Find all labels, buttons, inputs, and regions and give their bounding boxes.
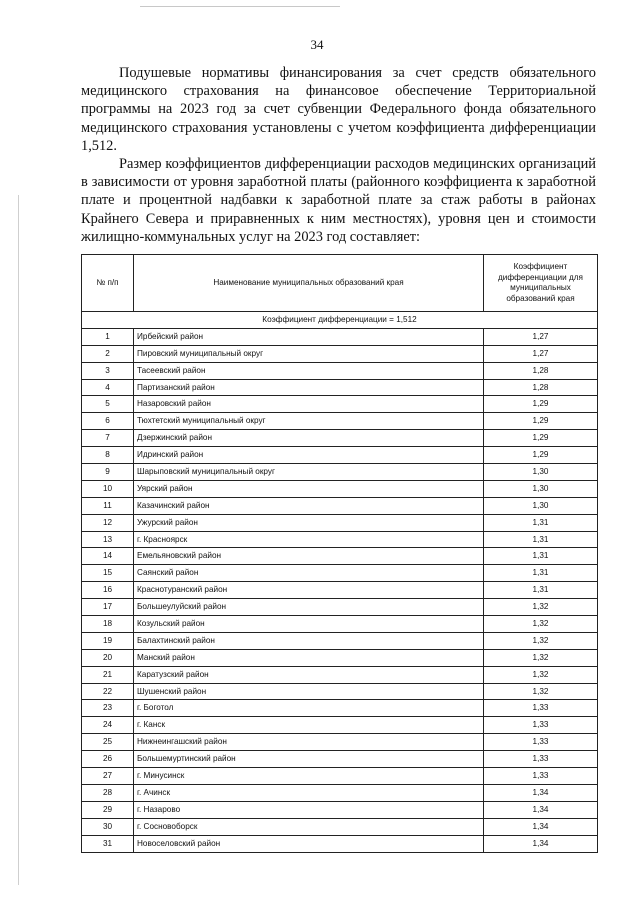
paragraph: Подушевые нормативы финансирования за счет средств обязательного медицинского страхования на финансовое обеспечение Территориальной программы на 2023 год за счет субвенции Федерального фонда обязательного медицинского страхования установлены с учетом коэффициента дифференциации 1,512. [81, 65, 596, 154]
row-number: 19 [82, 632, 134, 649]
row-number: 22 [82, 683, 134, 700]
scan-artifact [140, 6, 340, 7]
municipality-name: Назаровский район [134, 396, 484, 413]
municipality-name: г. Минусинск [134, 768, 484, 785]
table-row [82, 379, 598, 396]
row-number: 12 [82, 514, 134, 531]
municipality-name: г. Сосновоборск [134, 818, 484, 835]
row-number: 8 [82, 447, 134, 464]
coefficient-value: 1,28 [484, 379, 598, 396]
table-row [82, 649, 598, 666]
row-number: 10 [82, 480, 134, 497]
table-row [82, 565, 598, 582]
municipality-name: г. Ачинск [134, 784, 484, 801]
coefficient-value: 1,31 [484, 582, 598, 599]
coefficient-value: 1,34 [484, 835, 598, 852]
coefficient-value: 1,34 [484, 784, 598, 801]
coefficient-value: 1,32 [484, 683, 598, 700]
coefficients-table [81, 254, 598, 853]
row-number: 28 [82, 784, 134, 801]
municipality-name: Тюхтетский муниципальный округ [134, 413, 484, 430]
coefficient-value: 1,34 [484, 801, 598, 818]
table-row [82, 531, 598, 548]
table-row [82, 717, 598, 734]
row-number: 31 [82, 835, 134, 852]
table-caption: Коэффициент дифференциации = 1,512 [82, 312, 598, 329]
header-coefficient: Коэффициент дифференциации для муниципальных образований края [484, 255, 598, 312]
row-number: 3 [82, 362, 134, 379]
municipality-name: г. Боготол [134, 700, 484, 717]
scan-edge [18, 195, 19, 885]
paragraph: Размер коэффициентов дифференциации расходов медицинских организаций в зависимости от уровня заработной платы (районного коэффициента к заработной плате и процентной надбавки к заработной плате за стаж работы в районах Крайнего Севера и приравненных к ним местностях), уровня цен и стоимости жилищно-коммунальных услуг на 2023 год составляет: [81, 156, 596, 245]
municipality-name: Нижнеингашский район [134, 734, 484, 751]
row-number: 13 [82, 531, 134, 548]
municipality-name: Каратузский район [134, 666, 484, 683]
coefficient-value: 1,27 [484, 328, 598, 345]
table-row [82, 582, 598, 599]
coefficient-value: 1,28 [484, 362, 598, 379]
table-row [82, 768, 598, 785]
row-number: 4 [82, 379, 134, 396]
municipality-name: г. Красноярск [134, 531, 484, 548]
municipality-name: Дзержинский район [134, 430, 484, 447]
coefficient-value: 1,30 [484, 464, 598, 481]
municipality-name: Большеулуйский район [134, 599, 484, 616]
coefficient-value: 1,33 [484, 717, 598, 734]
municipality-name: г. Назарово [134, 801, 484, 818]
coefficient-value: 1,33 [484, 700, 598, 717]
table-row [82, 514, 598, 531]
municipality-name: Балахтинский район [134, 632, 484, 649]
table-row [82, 447, 598, 464]
coefficient-value: 1,32 [484, 666, 598, 683]
row-number: 15 [82, 565, 134, 582]
row-number: 29 [82, 801, 134, 818]
municipality-name: Краснотуранский район [134, 582, 484, 599]
row-number: 21 [82, 666, 134, 683]
row-number: 11 [82, 497, 134, 514]
table-row [82, 396, 598, 413]
table-row [82, 345, 598, 362]
table-row [82, 700, 598, 717]
table-row [82, 480, 598, 497]
coefficient-value: 1,31 [484, 514, 598, 531]
header-number: № п/п [82, 255, 134, 312]
row-number: 14 [82, 548, 134, 565]
table-row [82, 430, 598, 447]
municipality-name: Шарыповский муниципальный округ [134, 464, 484, 481]
table-row [82, 835, 598, 852]
municipality-name: Новоселовский район [134, 835, 484, 852]
coefficient-value: 1,29 [484, 413, 598, 430]
page-number: 34 [310, 37, 324, 52]
coefficient-value: 1,29 [484, 447, 598, 464]
row-number: 5 [82, 396, 134, 413]
coefficient-value: 1,30 [484, 497, 598, 514]
coefficient-value: 1,31 [484, 548, 598, 565]
table-row [82, 548, 598, 565]
row-number: 25 [82, 734, 134, 751]
municipality-name: Партизанский район [134, 379, 484, 396]
table-caption-row [82, 312, 598, 329]
municipality-name: Большемуртинский район [134, 751, 484, 768]
coefficient-value: 1,29 [484, 396, 598, 413]
coefficient-value: 1,29 [484, 430, 598, 447]
table-row [82, 818, 598, 835]
table-row [82, 464, 598, 481]
row-number: 9 [82, 464, 134, 481]
coefficient-value: 1,34 [484, 818, 598, 835]
coefficient-value: 1,32 [484, 599, 598, 616]
row-number: 1 [82, 328, 134, 345]
coefficient-value: 1,33 [484, 768, 598, 785]
row-number: 26 [82, 751, 134, 768]
header-name: Наименование муниципальных образований края [134, 255, 484, 312]
row-number: 30 [82, 818, 134, 835]
municipality-name: Саянский район [134, 565, 484, 582]
municipality-name: Емельяновский район [134, 548, 484, 565]
table-row [82, 616, 598, 633]
row-number: 20 [82, 649, 134, 666]
coefficient-value: 1,33 [484, 734, 598, 751]
table-row [82, 413, 598, 430]
municipality-name: Ирбейский район [134, 328, 484, 345]
coefficient-value: 1,32 [484, 632, 598, 649]
table-row [82, 328, 598, 345]
coefficient-value: 1,32 [484, 649, 598, 666]
row-number: 24 [82, 717, 134, 734]
table-row [82, 497, 598, 514]
table-row [82, 751, 598, 768]
row-number: 16 [82, 582, 134, 599]
municipality-name: Казачинский район [134, 497, 484, 514]
coefficient-value: 1,27 [484, 345, 598, 362]
coefficient-value: 1,32 [484, 616, 598, 633]
coefficient-value: 1,31 [484, 565, 598, 582]
intro-text [81, 64, 596, 246]
coefficient-value: 1,31 [484, 531, 598, 548]
table-row [82, 632, 598, 649]
coefficient-value: 1,30 [484, 480, 598, 497]
row-number: 17 [82, 599, 134, 616]
table-row [82, 784, 598, 801]
row-number: 23 [82, 700, 134, 717]
table-row [82, 362, 598, 379]
row-number: 6 [82, 413, 134, 430]
row-number: 27 [82, 768, 134, 785]
municipality-name: Манский район [134, 649, 484, 666]
table-row [82, 801, 598, 818]
row-number: 7 [82, 430, 134, 447]
municipality-name: Тасеевский район [134, 362, 484, 379]
table-row [82, 683, 598, 700]
table-row [82, 599, 598, 616]
row-number: 2 [82, 345, 134, 362]
municipality-name: г. Канск [134, 717, 484, 734]
table-header-row [82, 255, 598, 312]
municipality-name: Идринский район [134, 447, 484, 464]
coefficient-value: 1,33 [484, 751, 598, 768]
municipality-name: Ужурский район [134, 514, 484, 531]
table-row [82, 666, 598, 683]
row-number: 18 [82, 616, 134, 633]
municipality-name: Козульский район [134, 616, 484, 633]
municipality-name: Шушенский район [134, 683, 484, 700]
municipality-name: Уярский район [134, 480, 484, 497]
municipality-name: Пировский муниципальный округ [134, 345, 484, 362]
table-row [82, 734, 598, 751]
